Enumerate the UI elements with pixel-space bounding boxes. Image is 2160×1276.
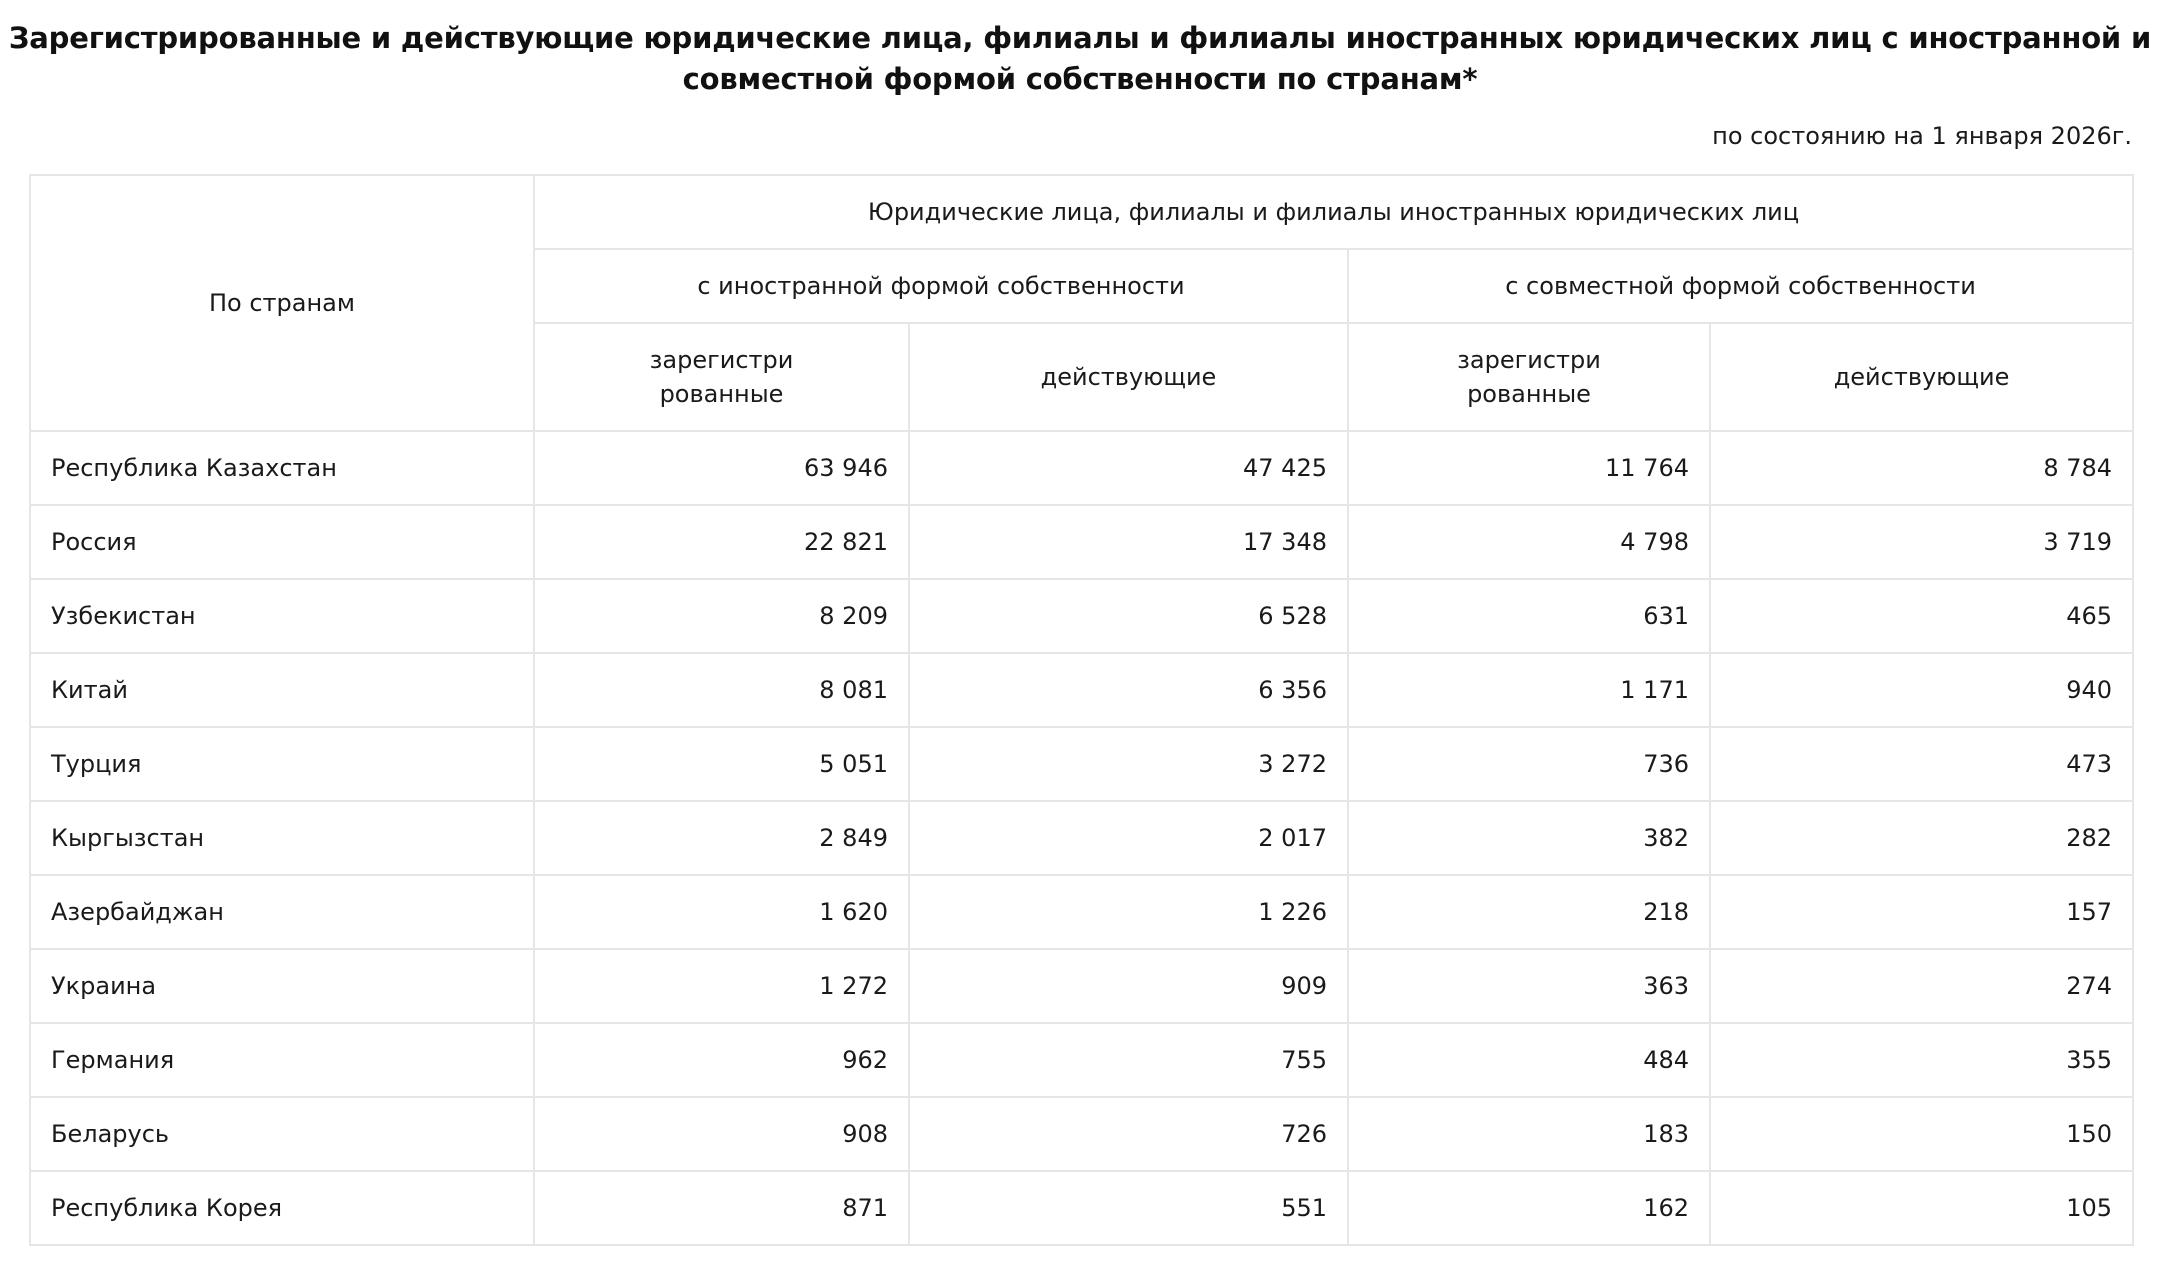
table-row	[30, 801, 2133, 875]
header-registered-line-2: рованные	[659, 380, 784, 408]
country-cell: Турция	[30, 727, 534, 801]
foreign-active-cell: 6 356	[909, 653, 1348, 727]
foreign-registered-cell: 962	[534, 1023, 909, 1097]
joint-active-cell: 465	[1710, 579, 2133, 653]
header-joint-registered	[1348, 323, 1710, 431]
foreign-registered-cell: 8 081	[534, 653, 909, 727]
foreign-registered-cell: 63 946	[534, 431, 909, 505]
header-country: По странам	[30, 175, 534, 431]
foreign-registered-cell: 1 272	[534, 949, 909, 1023]
header-foreign-active: действующие	[909, 323, 1348, 431]
joint-registered-cell: 183	[1348, 1097, 1710, 1171]
joint-active-cell: 282	[1710, 801, 2133, 875]
table-row	[30, 1097, 2133, 1171]
country-cell: Беларусь	[30, 1097, 534, 1171]
foreign-registered-cell: 22 821	[534, 505, 909, 579]
table-row	[30, 1171, 2133, 1245]
header-group-joint: с совместной формой собственности	[1348, 249, 2133, 323]
joint-active-cell: 274	[1710, 949, 2133, 1023]
header-registered-line-1: зарегистри	[1457, 346, 1601, 374]
page-title-line-2: совместной формой собственности по странам*	[682, 62, 1478, 96]
foreign-registered-cell: 5 051	[534, 727, 909, 801]
table-row	[30, 1023, 2133, 1097]
header-joint-active: действующие	[1710, 323, 2133, 431]
country-cell: Россия	[30, 505, 534, 579]
foreign-registered-cell: 908	[534, 1097, 909, 1171]
foreign-active-cell: 47 425	[909, 431, 1348, 505]
countries-table	[29, 174, 2134, 1246]
country-cell: Узбекистан	[30, 579, 534, 653]
header-foreign-registered	[534, 323, 909, 431]
header-row-1	[30, 175, 2133, 249]
joint-active-cell: 157	[1710, 875, 2133, 949]
foreign-active-cell: 1 226	[909, 875, 1348, 949]
country-cell: Китай	[30, 653, 534, 727]
joint-registered-cell: 162	[1348, 1171, 1710, 1245]
joint-active-cell: 105	[1710, 1171, 2133, 1245]
joint-registered-cell: 363	[1348, 949, 1710, 1023]
foreign-active-cell: 551	[909, 1171, 1348, 1245]
joint-registered-cell: 11 764	[1348, 431, 1710, 505]
foreign-active-cell: 17 348	[909, 505, 1348, 579]
header-registered-line-1: зарегистри	[649, 346, 794, 374]
foreign-active-cell: 3 272	[909, 727, 1348, 801]
as-of-date: по состоянию на 1 января 2026г.	[1712, 122, 2132, 150]
joint-registered-cell: 631	[1348, 579, 1710, 653]
header-group-top: Юридические лица, филиалы и филиалы иностранных юридических лиц	[534, 175, 2133, 249]
table-row	[30, 505, 2133, 579]
foreign-active-cell: 909	[909, 949, 1348, 1023]
country-cell: Кыргызстан	[30, 801, 534, 875]
joint-registered-cell: 736	[1348, 727, 1710, 801]
joint-registered-cell: 484	[1348, 1023, 1710, 1097]
joint-active-cell: 355	[1710, 1023, 2133, 1097]
foreign-registered-cell: 871	[534, 1171, 909, 1245]
foreign-registered-cell: 1 620	[534, 875, 909, 949]
foreign-active-cell: 726	[909, 1097, 1348, 1171]
foreign-registered-cell: 2 849	[534, 801, 909, 875]
table-row	[30, 653, 2133, 727]
table-row	[30, 579, 2133, 653]
joint-active-cell: 8 784	[1710, 431, 2133, 505]
header-group-foreign: с иностранной формой собственности	[534, 249, 1348, 323]
country-cell: Республика Казахстан	[30, 431, 534, 505]
foreign-registered-cell: 8 209	[534, 579, 909, 653]
table-row	[30, 875, 2133, 949]
joint-registered-cell: 218	[1348, 875, 1710, 949]
foreign-active-cell: 2 017	[909, 801, 1348, 875]
joint-registered-cell: 382	[1348, 801, 1710, 875]
foreign-active-cell: 6 528	[909, 579, 1348, 653]
foreign-active-cell: 755	[909, 1023, 1348, 1097]
country-cell: Республика Корея	[30, 1171, 534, 1245]
joint-active-cell: 150	[1710, 1097, 2133, 1171]
joint-active-cell: 473	[1710, 727, 2133, 801]
country-cell: Германия	[30, 1023, 534, 1097]
page-title-line-1: Зарегистрированные и действующие юридические лица, филиалы и филиалы иностранных юридических лиц с иностранной и	[8, 21, 2152, 55]
joint-active-cell: 940	[1710, 653, 2133, 727]
country-cell: Азербайджан	[30, 875, 534, 949]
header-registered-line-2: рованные	[1467, 380, 1591, 408]
joint-registered-cell: 4 798	[1348, 505, 1710, 579]
country-cell: Украина	[30, 949, 534, 1023]
page-title	[0, 18, 2160, 100]
table-row	[30, 431, 2133, 505]
table-row	[30, 949, 2133, 1023]
joint-active-cell: 3 719	[1710, 505, 2133, 579]
joint-registered-cell: 1 171	[1348, 653, 1710, 727]
table-row	[30, 727, 2133, 801]
